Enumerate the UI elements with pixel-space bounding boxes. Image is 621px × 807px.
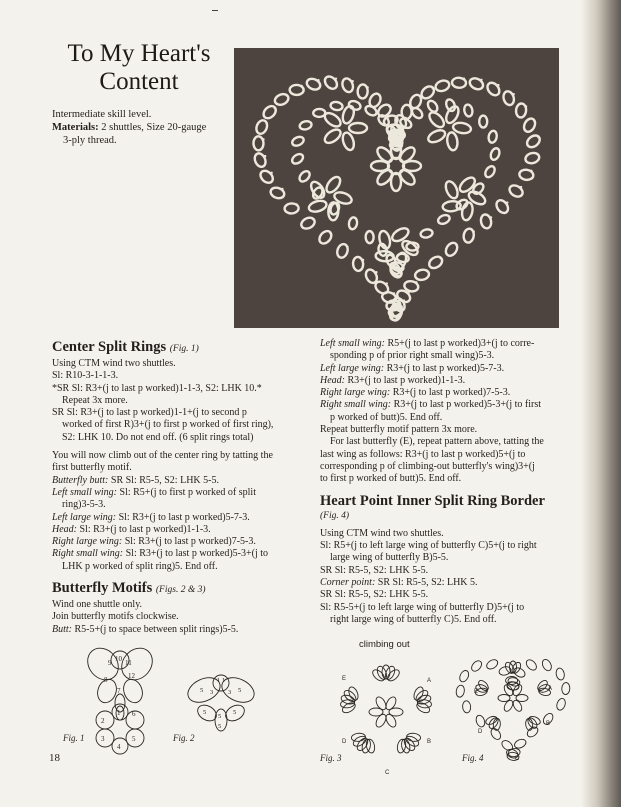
instruction-line: Left small wing: R5+(j to last p worked)3+(j to corre- bbox=[320, 338, 535, 349]
fig3-label-e: E bbox=[342, 676, 347, 682]
instruction-line: SR Sl: R5-5, S2: LHK 5-5. bbox=[320, 589, 429, 601]
fig2-caption: Fig. 2 bbox=[173, 733, 195, 743]
svg-text:5: 5 bbox=[233, 709, 237, 716]
fig3-diagram bbox=[340, 665, 432, 754]
instruction-line: For last butterfly (E), repeat pattern above, tatting the bbox=[330, 436, 544, 448]
instruction-line: to first p worked of butt)5. End off. bbox=[320, 473, 462, 485]
instruction-line: Left large wing: R3+(j to last p worked)5-7-3. bbox=[320, 362, 505, 374]
fig2-diagram bbox=[184, 673, 258, 731]
fig1-label: 12 bbox=[128, 672, 135, 680]
instruction-line: Right small wing: R3+(j to last p worked)5-3+(j to first bbox=[320, 399, 541, 411]
instruction-line: Left large wing: Sl: R3+(j to last p worked)5-7-3. bbox=[52, 511, 250, 523]
instruction-line: LHK p worked of split ring)5. End off. bbox=[62, 560, 218, 572]
climbing-out-label: climbing out bbox=[359, 639, 410, 650]
instruction-line: Right large wing: R3+(j to last p worked)7-5-3. bbox=[320, 387, 511, 399]
fig1-label: 5 bbox=[132, 735, 136, 743]
instruction-line: Right large wing: Sl: R3+(j to last p worked)7-5-3. bbox=[52, 536, 256, 548]
instruction-line: corresponding p of climbing-out butterfly's wing)3+(j bbox=[320, 460, 535, 472]
fig4-caption: Fig. 4 bbox=[462, 753, 484, 763]
fig3-label-c: C bbox=[385, 770, 390, 776]
instruction-line: Butterfly butt: SR Sl: R5-5, S2: LHK 5-5. bbox=[52, 474, 219, 486]
fig1-label: 7 bbox=[117, 687, 121, 695]
instruction-line: right large wing of butterfly C)5. End off. bbox=[330, 613, 497, 625]
svg-text:3: 3 bbox=[228, 689, 232, 696]
fig4-label-e: E bbox=[474, 689, 479, 695]
instruction-line: ring)3-5-3. bbox=[62, 499, 106, 511]
materials-text: 2 shuttles, Size 20-gauge bbox=[98, 122, 207, 133]
fig1-label: 8 bbox=[104, 676, 108, 684]
fig1-label: 1 bbox=[117, 709, 121, 717]
fig1-label: 4 bbox=[117, 743, 121, 751]
fig4-diagram bbox=[455, 658, 570, 761]
instruction-line: Sl: R10-3-1-1-3. bbox=[52, 370, 119, 382]
fig1-label: 9 bbox=[108, 659, 112, 667]
fig3-label-d: D bbox=[342, 739, 347, 745]
fig4-label-d: D bbox=[478, 729, 483, 735]
skill-level: Intermediate skill level. bbox=[52, 109, 152, 120]
page-number: 18 bbox=[49, 752, 60, 764]
fig1-label: 3 bbox=[101, 735, 105, 743]
fig4-label-c: C bbox=[515, 756, 520, 762]
instruction-line: You will now climb out of the center ring by tatting the bbox=[52, 450, 273, 462]
svg-text:1: 1 bbox=[217, 677, 221, 684]
instruction-line: Right small wing: Sl: R3+(j to last p worked)5-3+(j to bbox=[52, 548, 269, 560]
butterfly-motifs-heading: Butterfly Motifs (Figs. 2 & 3) bbox=[52, 580, 206, 597]
instruction-line: SR Sl: R3+(j to last p worked)1-1+(j to second p bbox=[52, 407, 247, 419]
instruction-line: Left small wing: Sl: R5+(j to first p worked of split bbox=[52, 486, 256, 498]
instruction-line: large wing of butterfly B)5-5. bbox=[330, 552, 449, 564]
fig-reference: (Fig. 4) bbox=[320, 510, 350, 521]
instruction-line: Join butterfly motifs clockwise. bbox=[52, 611, 179, 623]
title-line-1: To My Heart's bbox=[67, 40, 211, 67]
fig1-diagram bbox=[81, 642, 158, 754]
instruction-line: last wing as follows: R3+(j to last p worked)5+(j to bbox=[320, 448, 526, 460]
instruction-line: Sl: R5+(j to left large wing of butterfly C)5+(j to right bbox=[320, 540, 537, 552]
instruction-line: S2: LHK 10. Do not end off. (6 split rings total) bbox=[62, 431, 254, 443]
instruction-line: worked of first R)3+(j to first p worked of first ring), bbox=[62, 419, 274, 431]
svg-text:1: 1 bbox=[222, 677, 226, 684]
svg-text:5: 5 bbox=[200, 687, 204, 694]
instruction-line: SR Sl: R5-5, S2: LHK 5-5. bbox=[320, 564, 429, 576]
instruction-line: Corner point: SR Sl: R5-5, S2: LHK 5. bbox=[320, 577, 478, 589]
svg-text:5: 5 bbox=[218, 723, 222, 730]
fig3-caption: Fig. 3 bbox=[320, 753, 342, 763]
fig1-label: 6 bbox=[132, 710, 136, 718]
fig1-label: 2 bbox=[101, 717, 105, 725]
instruction-line: p worked of butt)5. End off. bbox=[330, 411, 443, 423]
materials-text-2: 3-ply thread. bbox=[63, 135, 117, 146]
heart-point-heading: Heart Point Inner Split Ring Border bbox=[320, 492, 545, 509]
fig1-label: 10 bbox=[115, 655, 122, 663]
instruction-line: Head: Sl: R3+(j to last p worked)1-1-3. bbox=[52, 523, 211, 535]
svg-text:5: 5 bbox=[218, 713, 222, 720]
svg-text:5: 5 bbox=[238, 687, 242, 694]
instruction-line: *SR Sl: R3+(j to last p worked)1-1-3, S2: LHK 10.* bbox=[52, 382, 262, 394]
instruction-line: Repeat 3x more. bbox=[62, 394, 128, 406]
fig4-label-b: B bbox=[546, 721, 551, 727]
instruction-line: sponding p of prior right small wing)5-3. bbox=[330, 350, 495, 362]
instruction-line: Wind one shuttle only. bbox=[52, 599, 143, 611]
instruction-line: first butterfly motif. bbox=[52, 462, 132, 474]
fig1-label: 11 bbox=[125, 659, 132, 667]
svg-text:3: 3 bbox=[210, 689, 214, 696]
instruction-line: Using CTM wind two shuttles. bbox=[52, 358, 176, 369]
title-line-2: Content bbox=[99, 68, 179, 95]
fig3-label-a: A bbox=[427, 678, 432, 684]
instruction-line: Butt: R5-5+(j to space between split rings)5-5. bbox=[52, 623, 239, 635]
instruction-line: Repeat butterfly motif pattern 3x more. bbox=[320, 424, 478, 436]
instruction-line: Head: R3+(j to last p worked)1-1-3. bbox=[320, 374, 466, 386]
center-split-rings-heading: Center Split Rings (Fig. 1) bbox=[52, 339, 199, 355]
svg-text:5: 5 bbox=[203, 709, 207, 716]
instruction-line: Sl: R5-5+(j to left large wing of butterfly D)5+(j to bbox=[320, 601, 525, 613]
instruction-line: Using CTM wind two shuttles. bbox=[320, 527, 444, 539]
fig3-label-b: B bbox=[427, 739, 432, 745]
materials-label: Materials: bbox=[52, 122, 99, 133]
fig4-label-a: A bbox=[548, 686, 553, 692]
book-spine-shadow bbox=[581, 0, 621, 807]
fig1-caption: Fig. 1 bbox=[63, 733, 85, 743]
